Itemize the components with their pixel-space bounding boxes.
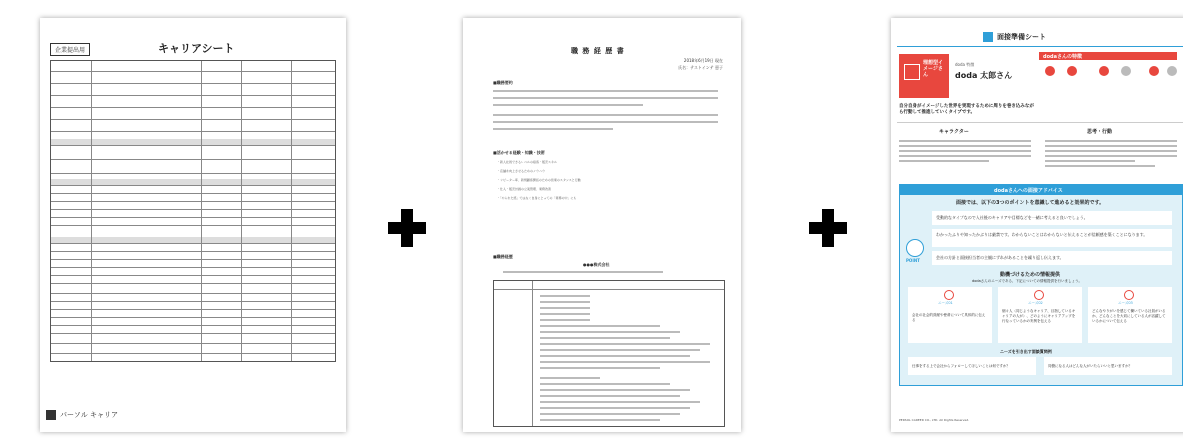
motivation-sub: dodaさんのニーズである、下記についての情報提供を行いましょう。 (972, 279, 1082, 283)
need-card: ニーズ03 どんなやりがいを感じて働いている社員がいるか、どんなことを大切にしている人が活躍しているかについて伝える (1088, 287, 1172, 343)
work-history-document (463, 18, 741, 432)
need-card: ニーズ02 個々人（同じようなキャリア、目指しているキャリアの人が）、どのようにキャリアアップを行なっているかの実例を伝える (998, 287, 1082, 343)
target-icon (944, 290, 954, 300)
point-label: POINT (906, 258, 920, 263)
sheet-header: 面接準備シート (997, 33, 1046, 41)
type-icon (904, 64, 920, 80)
need-card: ニーズ01 会社の社会的貢献や使命について具体的に伝える (908, 287, 992, 343)
plus-icon (809, 209, 847, 247)
doda-id-label: doda 特徴 (955, 62, 975, 67)
work-history-date: 2018年6月19日 現在 (683, 58, 723, 63)
trait-icon (1149, 66, 1159, 76)
career-sheet-title: キャリアシート (158, 42, 235, 55)
sheet-footer: PERSOL CAREER CO., LTD. All Rights Reserved. (899, 418, 970, 422)
advice-panel (899, 184, 1183, 386)
advice-header: dodaさんへの面接アドバイス (900, 185, 1182, 195)
skill-item: ・リピーター率、新規顧客開拓のための営業のスタンスと行動 (497, 178, 581, 182)
persol-logo-text: パーソル キャリア (60, 411, 118, 419)
character-title: キャラクター (939, 129, 969, 135)
plus-icon (388, 209, 426, 247)
trait-icon (1121, 66, 1131, 76)
skill-item: ・新人社員できるレベルの接客・販売スキル (497, 160, 557, 164)
career-sheet-badge: 企業提出用 (50, 43, 90, 56)
target-icon (1034, 290, 1044, 300)
question-card: 同僚になる人はどんな人がいたらいいと思いますか？ (1044, 357, 1172, 375)
skills-heading: ■活かせる経験・知識・技術 (493, 150, 545, 155)
candidate-name: doda 太郎さん (955, 71, 1013, 80)
career-sheet-document (40, 18, 346, 432)
persol-logo-icon (46, 410, 56, 420)
career-sheet-table (50, 60, 336, 362)
sheet-icon (983, 32, 993, 42)
advice-point: 受動的なタイプなので入社後のキャリアや目標などを一緒に考えると良いでしょう。 (932, 211, 1172, 225)
trait-icon (1099, 66, 1109, 76)
work-history-title: 職 務 経 歴 書 (571, 47, 625, 55)
advice-point: わかったふりや知ったかぶりは厳禁です。わからないことはわからないと伝えることが信頼感を築くことになります。 (932, 229, 1172, 247)
needs-footer: ニーズを引き出す面談質問例 (1000, 349, 1052, 354)
target-icon (1124, 290, 1134, 300)
advice-point: 会社の方針と面接担当者の主観にずれがあることを繰り返し伝えます。 (932, 251, 1172, 265)
question-card: 仕事をする上で会社からフォローしてほしいことは何ですか？ (908, 357, 1036, 375)
history-table (493, 280, 725, 427)
advice-lead: 面接では、以下の3つのポイントを意識して進めると効果的です。 (956, 200, 1105, 206)
summary-heading: ■職務要約 (493, 80, 513, 85)
trait-icon (1045, 66, 1055, 76)
history-heading: ■職務経歴 (493, 254, 513, 259)
skill-item: ・店舗を向上させるためのノウハウ (497, 169, 546, 173)
type-label: 理想型イメージさん (923, 60, 944, 78)
thinking-title: 思考・行動 (1087, 129, 1113, 135)
doda-interview-sheet (891, 18, 1183, 432)
advisor-avatar (906, 239, 924, 257)
trait-icon (1067, 66, 1077, 76)
company-name: ●●●株式会社 (583, 262, 610, 267)
tagline: 自分自身がイメージした世界を実現するために周りを巻き込みながら行動して推進していくタイプです。 (899, 104, 1034, 115)
skill-item: ・「やられた感」ではなく自身にとっての「業務の中」にも (497, 196, 577, 200)
type-card (899, 54, 949, 98)
skill-item: ・仕入・販売計画の立案管理、業務改善 (497, 187, 552, 191)
traits-header: dodaさんの特徴 (1039, 52, 1177, 60)
trait-icon (1167, 66, 1177, 76)
motivation-title: 動機づけるための情報提供 (1000, 272, 1061, 278)
work-history-name: 氏名：テストインテ 恵子 (678, 65, 723, 70)
